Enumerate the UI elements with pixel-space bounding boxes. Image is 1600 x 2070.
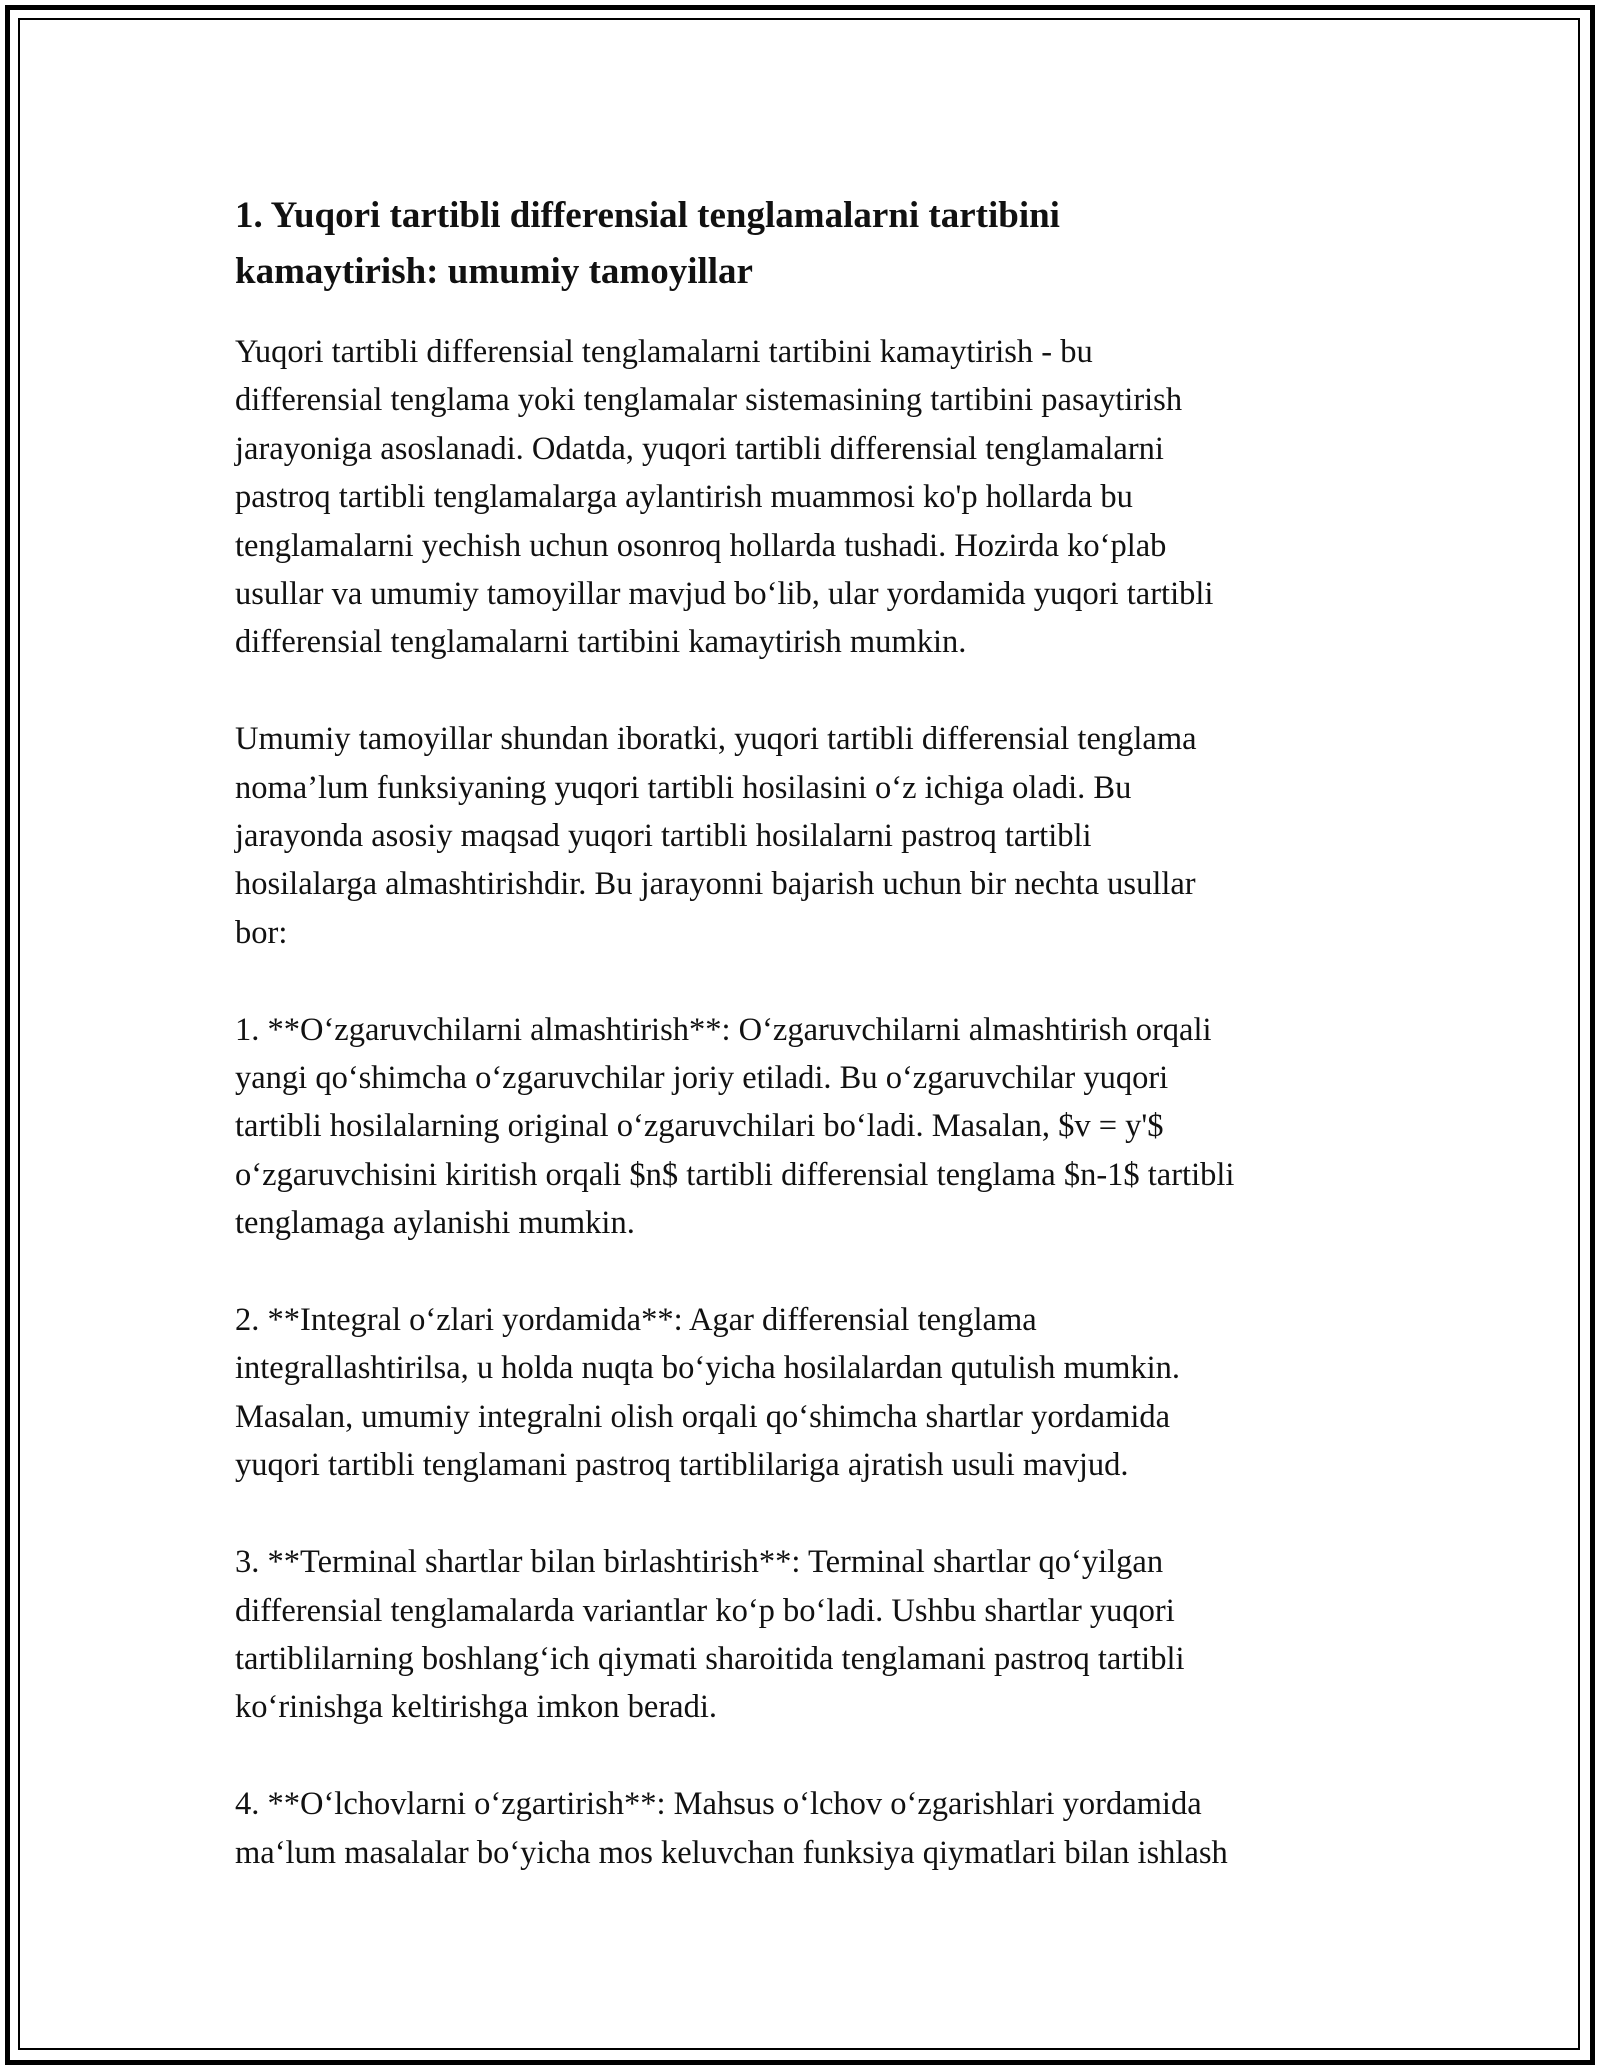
paragraph bbox=[235, 715, 1375, 957]
paragraph-gap bbox=[235, 667, 1375, 715]
text-line: ko‘rinishga keltirishga imkon beradi. bbox=[235, 1689, 717, 1726]
text-line: Umumiy tamoyillar shundan iboratki, yuqori tartibli differensial tenglama bbox=[235, 721, 1197, 758]
paragraph bbox=[235, 1538, 1375, 1732]
heading-line: 1. Yuqori tartibli differensial tenglamalarni tartibini bbox=[235, 195, 1060, 236]
text-line: integrallashtirilsa, u holda nuqta bo‘yicha hosilalardan qutulish mumkin. bbox=[235, 1350, 1181, 1387]
text-line: differensial tenglamalarni tartibini kamaytirish mumkin. bbox=[235, 624, 967, 661]
text-line: differensial tenglamalarda variantlar ko‘p bo‘ladi. Ushbu shartlar yuqori bbox=[235, 1592, 1175, 1629]
paragraph bbox=[235, 1006, 1375, 1248]
section-heading bbox=[235, 188, 1375, 300]
text-line: tenglamalarni yechish uchun osonroq hollarda tushadi. Hozirda ko‘plab bbox=[235, 527, 1167, 564]
text-line: o‘zgaruvchisini kiritish orqali $n$ tartibli differensial tenglama $n-1$ tartibli bbox=[235, 1156, 1235, 1193]
text-line: differensial tenglama yoki tenglamalar sistemasining tartibini pasaytirish bbox=[235, 382, 1183, 419]
text-line: jarayonda asosiy maqsad yuqori tartibli hosilalarni pastroq tartibli bbox=[235, 818, 1092, 855]
text-line: usullar va umumiy tamoyillar mavjud bo‘lib, ular yordamida yuqori tartibli bbox=[235, 576, 1214, 613]
paragraphs bbox=[235, 328, 1375, 1877]
paragraph bbox=[235, 1780, 1375, 1877]
text-line: hosilalarga almashtirishdir. Bu jarayonni bajarish uchun bir nechta usullar bbox=[235, 866, 1196, 903]
text-line: noma’lum funksiyaning yuqori tartibli hosilasini o‘z ichiga oladi. Bu bbox=[235, 769, 1132, 806]
text-line: tartibli hosilalarning original o‘zgaruvchilari bo‘ladi. Masalan, $v = y'$ bbox=[235, 1108, 1164, 1145]
text-line: yangi qo‘shimcha o‘zgaruvchilar joriy etiladi. Bu o‘zgaruvchilar yuqori bbox=[235, 1060, 1169, 1097]
text-line: jarayoniga asoslanadi. Odatda, yuqori tartibli differensial tenglamalarni bbox=[235, 430, 1164, 467]
text-line: ma‘lum masalalar bo‘yicha mos keluvchan funksiya qiymatlari bilan ishlash bbox=[235, 1834, 1228, 1871]
text-line: tenglamaga aylanishi mumkin. bbox=[235, 1205, 635, 1242]
paragraph bbox=[235, 328, 1375, 667]
paragraph-gap bbox=[235, 1490, 1375, 1538]
paragraph-gap bbox=[235, 957, 1375, 1005]
text-line: yuqori tartibli tenglamani pastroq tartiblilariga ajratish usuli mavjud. bbox=[235, 1447, 1129, 1484]
text-line: 1. **O‘zgaruvchilarni almashtirish**: O‘zgaruvchilarni almashtirish orqali bbox=[235, 1011, 1212, 1048]
text-line: bor: bbox=[235, 914, 288, 951]
text-line: pastroq tartibli tenglamalarga aylantirish muammosi ko'p hollarda bu bbox=[235, 479, 1133, 516]
text-line: 3. **Terminal shartlar bilan birlashtirish**: Terminal shartlar qo‘yilgan bbox=[235, 1544, 1164, 1581]
paragraph bbox=[235, 1296, 1375, 1490]
text-line: Yuqori tartibli differensial tenglamalarni tartibini kamaytirish - bu bbox=[235, 334, 1093, 370]
heading-line: kamaytirish: umumiy tamoyillar bbox=[235, 251, 753, 292]
document-body bbox=[235, 188, 1375, 1877]
text-line: tartiblilarning boshlang‘ich qiymati sharoitida tenglamani pastroq tartibli bbox=[235, 1640, 1185, 1677]
paragraph-gap bbox=[235, 1248, 1375, 1296]
text-line: 4. **O‘lchovlarni o‘zgartirish**: Mahsus o‘lchov o‘zgarishlari yordamida bbox=[235, 1786, 1202, 1823]
text-line: Masalan, umumiy integralni olish orqali qo‘shimcha shartlar yordamida bbox=[235, 1398, 1171, 1435]
text-line: 2. **Integral o‘zlari yordamida**: Agar differensial tenglama bbox=[235, 1302, 1037, 1339]
paragraph-gap bbox=[235, 1732, 1375, 1780]
